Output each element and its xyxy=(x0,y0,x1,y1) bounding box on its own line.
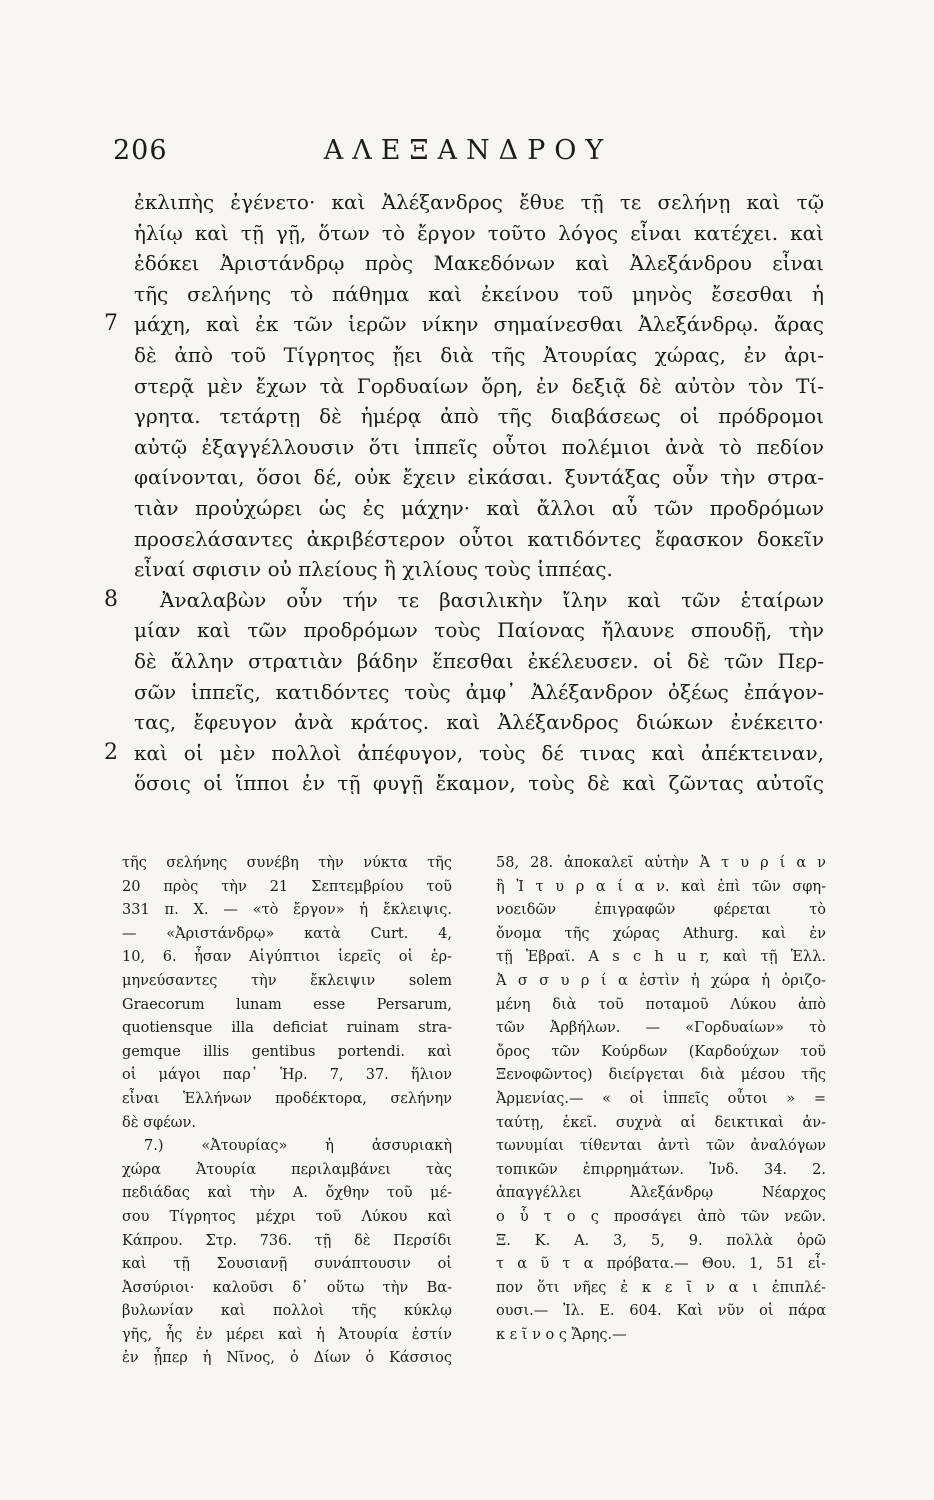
text-line-with-margin-number xyxy=(104,585,824,616)
note-line: 331 π. Χ. — «τὸ ἔργον» ἡ ἔκλειψις. xyxy=(122,902,452,919)
note-line: — «Ἀριστάνδρῳ» κατὰ Curt. 4, xyxy=(122,925,452,942)
note-line: δὲ σφέων. xyxy=(122,1114,196,1131)
text-line: δὲ ἀπὸ τοῦ Τίγρητος ᾔει διὰ τῆς Ἀτουρίας χώρας, ἐν ἀρι- xyxy=(134,342,824,367)
note-line: γῆς, ἧς ἐν μέρει καὶ ἡ Ἀτουρία ἐστίν xyxy=(122,1326,452,1343)
note-line: μένη διὰ τοῦ ποταμοῦ Λύκου ἀπὸ xyxy=(496,996,826,1013)
note-line: ἐν ᾗπερ ἡ Νῖνος, ὁ Δίων ὁ Κάσσιος xyxy=(122,1350,452,1367)
note-line: ὄρος τῶν Κούρδων (Καρδούχων τοῦ xyxy=(496,1043,826,1060)
text-line: σῶν ἱππεῖς, κατιδόντες τοὺς ἀμφ᾽ Ἀλέξανδρον ὀξέως ἐπάγον- xyxy=(134,679,824,704)
note-line: τωνυμίαι τίθενται ἀντὶ τῶν ἀναλόγων xyxy=(496,1138,826,1155)
note-line: τ α ῦ τ α πρόβατα.— Θου. 1, 51 εἶ- xyxy=(496,1256,826,1273)
main-text-block xyxy=(104,187,824,799)
note-line: ταύτῃ, ἐκεῖ. συχνὰ αἱ δεικτικαὶ ἀν- xyxy=(496,1114,826,1131)
note-line: χώρα Ἀτουρία περιλαμβάνει τὰς xyxy=(122,1161,452,1178)
note-line: Ξ. Κ. Α. 3, 5, 9. πολλὰ ὁρῶ xyxy=(496,1232,826,1249)
note-line: Graecorum lunam esse Persarum, xyxy=(122,996,452,1013)
text-line-with-margin-number xyxy=(104,738,824,769)
note-line: τῆς σελήνης συνέβη τὴν νύκτα τῆς xyxy=(122,855,452,871)
text-line: φαίνονται, ὅσοι δέ, οὐκ ἔχειν εἰκάσαι. ξυντάξας οὖν τὴν στρα- xyxy=(134,465,824,490)
text-line: ἡλίῳ καὶ τῇ γῇ, ὅτων τὸ ἔργον τοῦτο λόγος εἶναι κατέχει. καὶ xyxy=(134,220,824,245)
note-line: Ξενοφῶντος) διείργεται διὰ μέσου τῆς xyxy=(496,1067,826,1084)
note-line: quotiensque illa deficiat ruinam stra- xyxy=(122,1020,452,1037)
note-line: ἀπαγγέλλει Ἀλεξάνδρῳ Νέαρχος xyxy=(496,1185,826,1202)
note-line: ο ὗ τ ο ς προσάγει ἀπὸ τῶν νεῶν. xyxy=(496,1208,826,1225)
note-line: βυλωνίαν καὶ πολλοὶ τῆς κύκλῳ xyxy=(122,1303,452,1320)
note-line: εἶναι Ἑλλήνων προδέκτορα, σελήνην xyxy=(122,1090,452,1107)
text-line: εἶναί σφισιν οὐ πλείους ἢ χιλίους τοὺς ἱππέας. xyxy=(134,557,613,582)
text-line: στερᾷ μὲν ἔχων τὰ Γορδυαίων ὄρη, ἐν δεξιᾷ δὲ αὐτὸν τὸν Τί- xyxy=(134,373,824,398)
note-line: 58, 28. ἀποκαλεῖ αὐτὴν Ἀ τ υ ρ ί α ν xyxy=(496,855,826,871)
note-line: καὶ τῇ Σουσιανῇ συνάπτουσιν οἱ xyxy=(122,1256,452,1273)
footnotes xyxy=(122,852,826,1367)
note-line: 20 πρὸς τὴν 21 Σεπτεμβρίου τοῦ xyxy=(122,878,452,895)
note-line: κ ε ῖ ν ο ς Ἄρης.— xyxy=(496,1326,627,1343)
page-header xyxy=(113,135,823,175)
note-line: πον ὅτι νῆες ἐ κ ε ῖ ν α ι ἐπιπλέ- xyxy=(496,1279,826,1296)
margin-section-number: 2 xyxy=(104,739,118,765)
page-number: 206 xyxy=(113,135,168,166)
text-line-with-margin-number xyxy=(104,309,824,340)
margin-section-number: 7 xyxy=(104,311,118,337)
text-line: ἐκλιπὴς ἐγένετο· καὶ Ἀλέξανδρος ἔθυε τῇ τε σελήνῃ καὶ τῷ xyxy=(134,190,824,214)
note-line: τῶν Ἀρβήλων. — «Γορδυαίων» τὸ xyxy=(496,1020,826,1037)
text-line: τας, ἔφευγον ἀνὰ κράτος. καὶ Ἀλέξανδρος διώκων ἐνέκειτο· xyxy=(134,710,824,735)
note-line: μηνεύσαντες τὴν ἔκλειψιν solem xyxy=(122,972,452,989)
note-line: ουσι.— Ἰλ. Ε. 604. Καὶ νῦν οἱ πάρα xyxy=(496,1303,826,1320)
note-line: τοπικῶν ἐπιρρημάτων. Ἰνδ. 34. 2. xyxy=(496,1161,826,1178)
margin-section-number: 8 xyxy=(104,586,118,612)
text-line-content: μάχη, καὶ ἐκ τῶν ἱερῶν νίκην σημαίνεσθαι Ἀλεξάνδρῳ. ἄρας xyxy=(134,312,824,337)
note-line: 10, 6. ἦσαν Αἰγύπτιοι ἱερεῖς οἱ ἑρ- xyxy=(122,949,452,966)
note-line: οἱ μάγοι παρ᾽ Ἡρ. 7, 37. ἥλιον xyxy=(122,1067,452,1084)
note-line: 7.) «Ἀτουρίας» ἡ ἀσσυριακὴ xyxy=(144,1138,452,1155)
text-line: δὲ ἄλλην στρατιὰν βάδην ἕπεσθαι ἐκέλευσεν. οἱ δὲ τῶν Περ- xyxy=(134,648,824,673)
note-line: πεδιάδας καὶ τὴν Α. ὄχθην τοῦ μέ- xyxy=(122,1185,452,1202)
footnotes-left-column xyxy=(122,852,452,1371)
note-line: Ἀ σ σ υ ρ ί α ἐστὶν ἡ χώρα ἡ ὁριζο- xyxy=(496,972,826,989)
note-line: ἢ Ἰ τ υ ρ α ί α ν. καὶ ἐπὶ τῶν σφη- xyxy=(496,878,826,895)
note-line: τῇ Ἑβραϊ. A s c h u r, καὶ τῇ Ἑλλ. xyxy=(496,949,826,966)
note-line: νοειδῶν ἐπιγραφῶν φέρεται τὸ xyxy=(496,902,826,919)
text-line: αὐτῷ ἐξαγγέλλουσιν ὅτι ἱππεῖς οὗτοι πολέμιοι ἀνὰ τὸ πεδίον xyxy=(134,434,824,459)
text-line: τῆς σελήνης τὸ πάθημα καὶ ἐκείνου τοῦ μηνὸς ἔσεσθαι ἡ xyxy=(134,281,824,306)
note-line: Ἀσσύριοι· καλοῦσι δ᾽ οὕτω τὴν Βα- xyxy=(122,1279,452,1296)
note-line: Κάπρου. Στρ. 736. τῇ δὲ Περσίδι xyxy=(122,1232,452,1249)
note-line: gemque illis gentibus portendi. καὶ xyxy=(122,1043,452,1060)
text-line: γρητα. τετάρτῃ δὲ ἡμέρᾳ ἀπὸ τῆς διαβάσεως οἱ πρόδρομοι xyxy=(134,404,824,429)
text-line-content: Ἀναλαβὼν οὖν τήν τε βασιλικὴν ἴλην καὶ τῶν ἑταίρων xyxy=(160,587,824,612)
text-line: ἐδόκει Ἀριστάνδρῳ πρὸς Μακεδόνων καὶ Ἀλεξάνδρου εἶναι xyxy=(134,251,824,276)
note-line: ὄνομα τῆς χώρας Athurg. καὶ ἐν xyxy=(496,925,826,942)
footnotes-right-column xyxy=(496,852,826,1347)
text-line-content: καὶ οἱ μὲν πολλοὶ ἀπέφυγον, τοὺς δέ τινας καὶ ἀπέκτειναν, xyxy=(134,740,824,765)
text-line: μίαν καὶ τῶν προδρόμων τοὺς Παίονας ἤλαυνε σπουδῇ, τὴν xyxy=(134,618,824,643)
text-line: τιὰν προὐχώρει ὡς ἐς μάχην· καὶ ἄλλοι αὖ τῶν προδρόμων xyxy=(134,495,824,520)
running-title: ΑΛΕΞΑΝΔΡΟΥ xyxy=(323,135,613,166)
text-line: προσελάσαντες ἀκριβέστερον οὗτοι κατιδόντες ἔφασκον δοκεῖν xyxy=(134,526,824,551)
note-line: Ἀρμενίας.— « οἱ ἱππεῖς οὗτοι » = xyxy=(496,1090,826,1107)
note-line: σου Τίγρητος μέχρι τοῦ Λύκου καὶ xyxy=(122,1208,452,1225)
text-line: ὅσοις οἱ ἵπποι ἐν τῇ φυγῇ ἔκαμον, τοὺς δὲ καὶ ζῶντας αὐτοῖς xyxy=(134,771,824,796)
